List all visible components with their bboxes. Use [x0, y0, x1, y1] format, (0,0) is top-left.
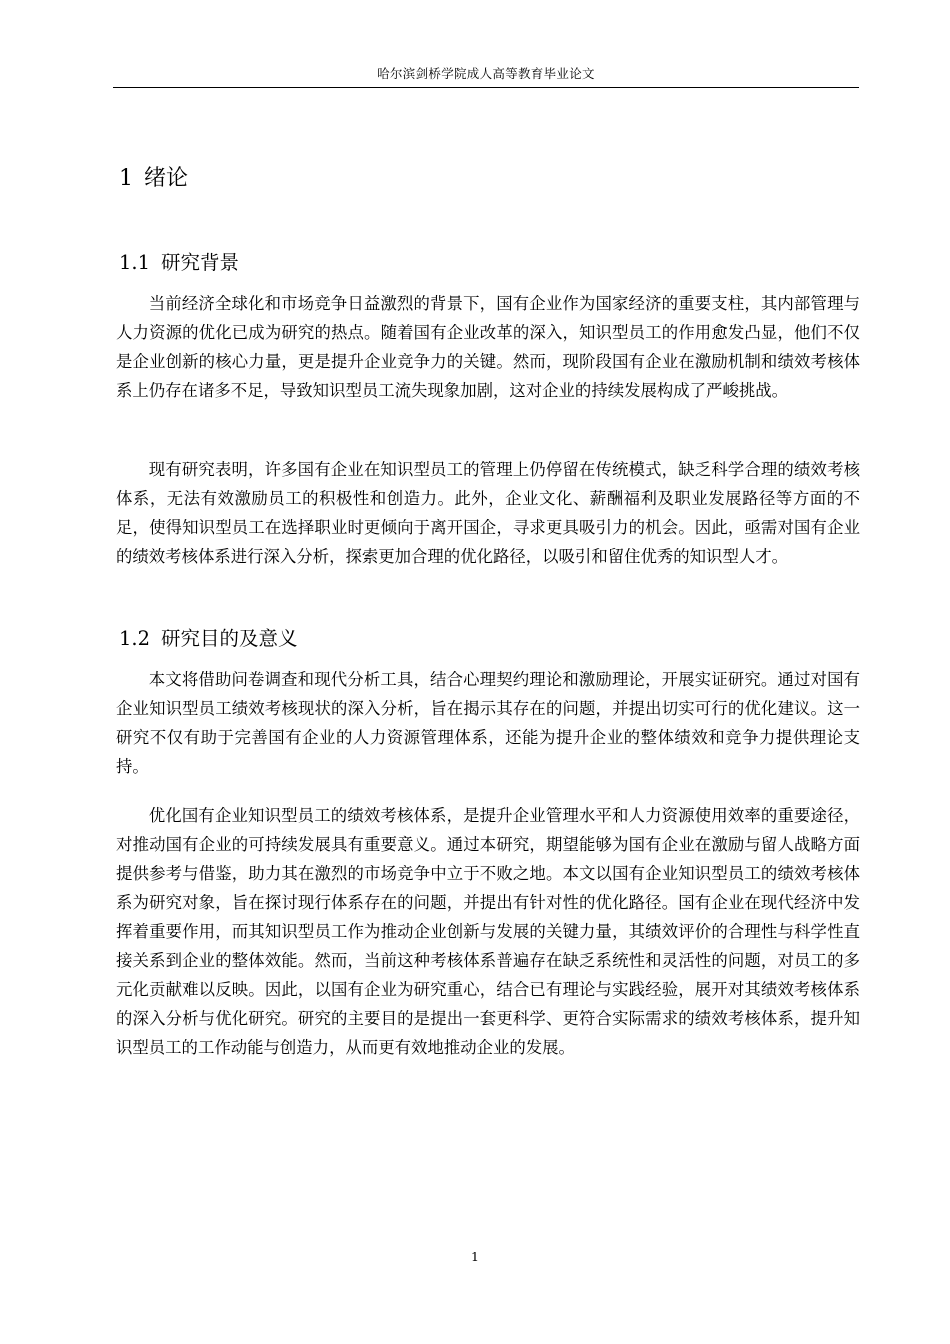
chapter-heading	[119, 164, 188, 194]
section-heading-1-1	[119, 249, 239, 277]
body-paragraph: 优化国有企业知识型员工的绩效考核体系，是提升企业管理水平和人力资源使用效率的重要途径，对推动国有企业的可持续发展具有重要意义。通过本研究，期望能够为国有企业在激励与留人战略方面提供参考与借鉴，助力其在激烈的市场竞争中立于不败之地。本文以国有企业知识型员工的绩效考核体系为研究对象，旨在探讨现行体系存在的问题，并提出有针对性的优化路径。国有企业在现代经济中发挥着重要作用，而其知识型员工作为推动企业创新与发展的关键力量，其绩效评价的合理性与科学性直接关系到企业的整体效能。然而，当前这种考核体系普遍存在缺乏系统性和灵活性的问题，对员工的多元化贡献难以反映。因此，以国有企业为研究重心，结合已有理论与实践经验，展开对其绩效考核体系的深入分析与优化研究。研究的主要目的是提出一套更科学、更符合实际需求的绩效考核体系，提升知识型员工的工作动能与创造力，从而更有效地推动企业的发展。	[116, 806, 860, 1057]
section-number: 1.2	[119, 627, 151, 650]
section-number: 1.1	[119, 251, 151, 274]
body-paragraph: 当前经济全球化和市场竞争日益激烈的背景下，国有企业作为国家经济的重要支柱，其内部管理与人力资源的优化已成为研究的热点。随着国有企业改革的深入，知识型员工的作用愈发凸显，他们不仅是企业创新的核心力量，更是提升企业竞争力的关键。然而，现阶段国有企业在激励机制和绩效考核体系上仍存在诸多不足，导致知识型员工流失现象加剧，这对企业的持续发展构成了严峻挑战。	[116, 294, 860, 400]
chapter-number: 1	[119, 166, 133, 191]
running-header: 哈尔滨剑桥学院成人高等教育毕业论文	[377, 66, 595, 81]
page-number: 1	[471, 1249, 479, 1264]
section-heading-1-2	[119, 625, 298, 653]
body-paragraph: 现有研究表明，许多国有企业在知识型员工的管理上仍停留在传统模式，缺乏科学合理的绩效考核体系，无法有效激励员工的积极性和创造力。此外，企业文化、薪酬福利及职业发展路径等方面的不足，使得知识型员工在选择职业时更倾向于离开国企，寻求更具吸引力的机会。因此，亟需对国有企业的绩效考核体系进行深入分析，探索更加合理的优化路径，以吸引和留住优秀的知识型人才。	[116, 460, 860, 566]
header-divider	[113, 87, 859, 88]
chapter-title: 绪论	[144, 166, 189, 191]
section-title: 研究背景	[161, 251, 240, 274]
body-paragraph: 本文将借助问卷调查和现代分析工具，结合心理契约理论和激励理论，开展实证研究。通过对国有企业知识型员工绩效考核现状的深入分析，旨在揭示其存在的问题，并提出切实可行的优化建议。这一研究不仅有助于完善国有企业的人力资源管理体系，还能为提升企业的整体绩效和竞争力提供理论支持。	[116, 670, 860, 776]
section-title: 研究目的及意义	[161, 627, 298, 650]
